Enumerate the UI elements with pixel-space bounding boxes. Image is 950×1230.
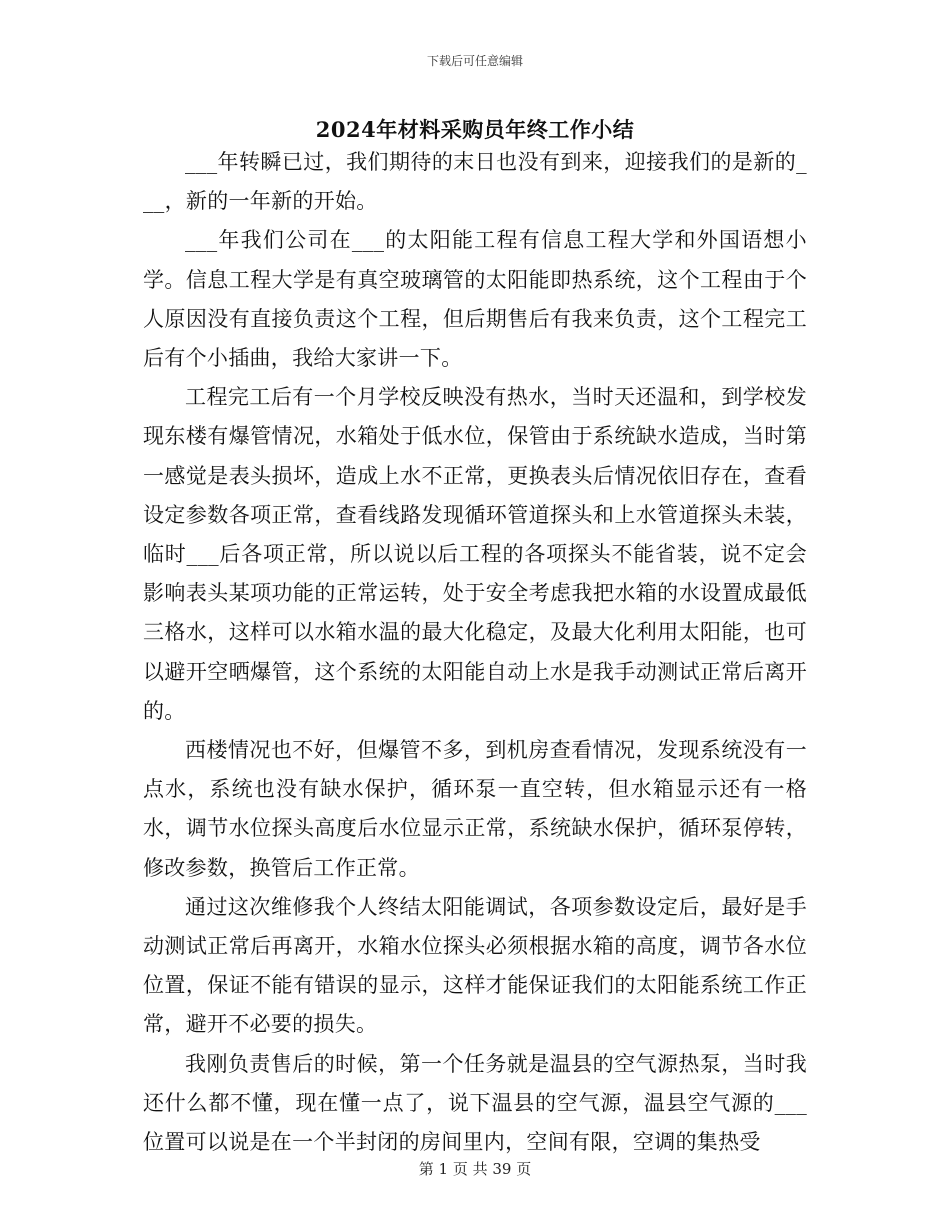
document-body	[143, 143, 807, 1162]
paragraph: 西楼情况也不好，但爆管不多，到机房查看情况，发现系统没有一点水，系统也没有缺水保护，循环泵一直空转，但水箱显示还有一格水，调节水位探头高度后水位显示正常，系统缺水保护，循环泵停转，修改参数，换管后工作正常。	[143, 738, 807, 880]
paragraph: ___年转瞬已过，我们期待的末日也没有到来，迎接我们的是新的___，新的一年新的开始。	[143, 150, 807, 214]
paragraph: 工程完工后有一个月学校反映没有热水，当时天还温和，到学校发现东楼有爆管情况，水箱处于低水位，保管由于系统缺水造成，当时第一感觉是表头损坏，造成上水不正常，更换表头后情况依旧存在，查看设定参数各项正常，查看线路发现循环管道探头和上水管道探头未装，临时___后各项正常，所以说以后工程的各项探头不能省装，说不定会影响表头某项功能的正常运转，处于安全考虑我把水箱的水设置成最低三格水，这样可以水箱水温的最大化稳定，及最大化利用太阳能，也可以避开空晒爆管，这个系统的太阳能自动上水是我手动测试正常后离开的。	[143, 385, 807, 723]
paragraph: ___年我们公司在___的太阳能工程有信息工程大学和外国语想小学。信息工程大学是有真空玻璃管的太阳能即热系统，这个工程由于个人原因没有直接负责这个工程，但后期售后有我来负责，这个工程完工后有个小插曲，我给大家讲一下。	[143, 228, 807, 371]
page-number-footer: 第 1 页 共 39 页	[418, 1160, 532, 1178]
document-title: 2024年材料采购员年终工作小结	[315, 117, 635, 142]
page-header-note: 下载后可任意编辑	[426, 54, 523, 68]
paragraph: 通过这次维修我个人终结太阳能调试，各项参数设定后，最好是手动测试正常后再离开，水箱水位探头必须根据水箱的高度，调节各水位位置，保证不能有错误的显示，这样才能保证我们的太阳能系统工作正常，避开不必要的损失。	[143, 894, 807, 1037]
paragraph: 我刚负责售后的时候，第一个任务就是温县的空气源热泵，当时我还什么都不懂，现在懂一点了，说下温县的空气源，温县空气源的___位置可以说是在一个半封闭的房间里内，空间有限，空调的集热受	[143, 1051, 807, 1155]
